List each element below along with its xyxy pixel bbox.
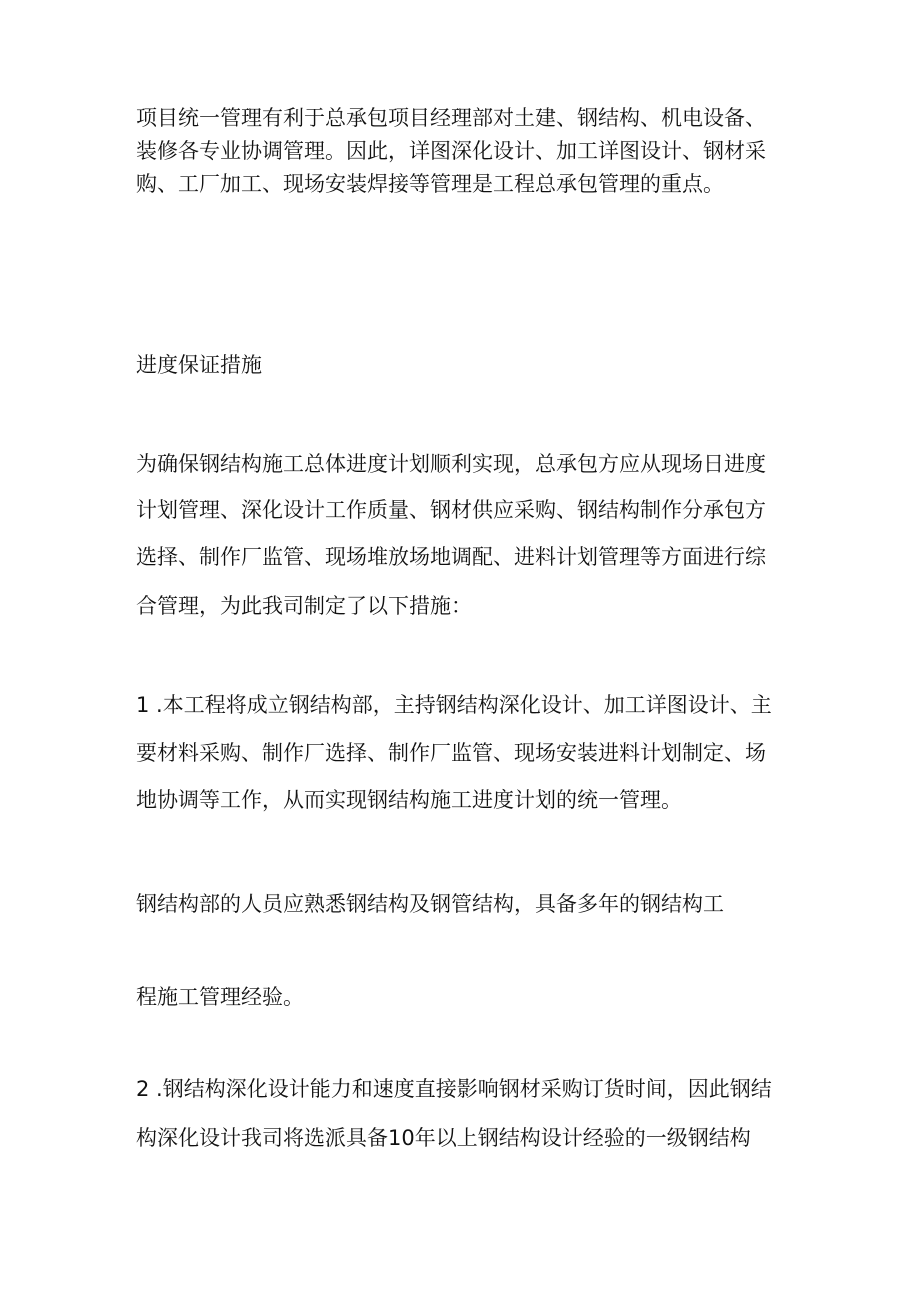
- list-item-1-line-2: 要材料采购、制作厂选择、制作厂监管、现场安装进料计划制定、场: [136, 741, 766, 765]
- paragraph-2-line-4: 合管理，为此我司制定了以下措施：: [136, 594, 472, 618]
- list-item-1-line-3: 地协调等工作，从而实现钢结构施工进度计划的统一管理。: [136, 788, 682, 812]
- list-item-1-line-1: 1 .本工程将成立钢结构部，主持钢结构深化设计、加工详图设计、主: [136, 693, 772, 717]
- paragraph-1-line-2: 装修各专业协调管理。因此，详图深化设计、加工详图设计、钢材采: [136, 139, 766, 163]
- paragraph-1-line-3: 购、工厂加工、现场安装焊接等管理是工程总承包管理的重点。: [136, 172, 724, 196]
- paragraph-2-line-3: 选择、制作厂监管、现场堆放场地调配、进料计划管理等方面进行综: [136, 545, 766, 569]
- paragraph-3-line-1: 钢结构部的人员应熟悉钢结构及钢管结构，具备多年的钢结构工: [136, 892, 724, 916]
- paragraph-2-line-1: 为确保钢结构施工总体进度计划顺利实现，总承包方应从现场日进度: [136, 452, 766, 476]
- paragraph-2-line-2: 计划管理、深化设计工作质量、钢材供应采购、钢结构制作分承包方: [136, 498, 766, 522]
- list-item-2-line-2: 构深化设计我司将选派具备10年以上钢结构设计经验的一级钢结构: [136, 1126, 751, 1150]
- section-heading: 进度保证措施: [136, 353, 262, 377]
- list-item-2-line-1: 2 .钢结构深化设计能力和速度直接影响钢材采购订货时间，因此钢结: [136, 1077, 772, 1101]
- paragraph-1-line-1: 项目统一管理有利于总承包项目经理部对土建、钢结构、机电设备、: [136, 106, 766, 130]
- paragraph-4-line-1: 程施工管理经验。: [136, 985, 304, 1009]
